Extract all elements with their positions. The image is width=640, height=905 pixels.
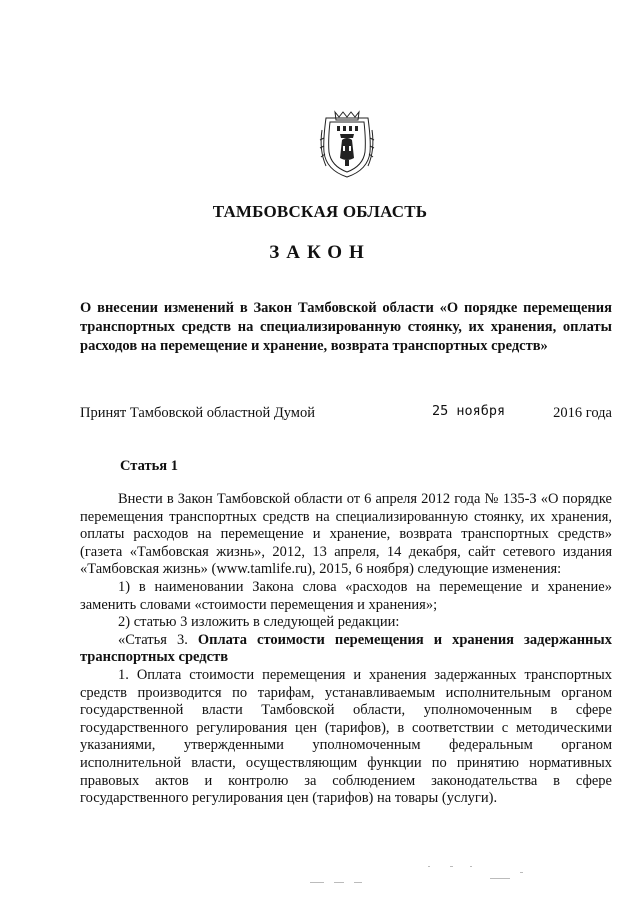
adopted-date: 25 ноября [432,403,506,419]
region-title: ТАМБОВСКАЯ ОБЛАСТЬ [212,202,428,221]
adopted-year: 2016 года [553,405,612,421]
article-heading: Статья 1 [120,458,178,474]
quoted-article-prefix: «Статья 3. [118,631,188,648]
quoted-article-heading [80,632,612,667]
quoted-paragraph: 1. Оплата стоимости перемещения и хранения задержанных транспортных средств производится по тарифам, устанавливаемым исполнительным органом государственной власти Тамбовской области, уполномоченным в сфере государственного регулирования цен (тарифов), в соответствии с методическими указаниями, утвержденными уполномоченным федеральным органом исполнительной власти, осуществляющим функции по принятию нормативных правовых актов и контролю за соблюдением законодательства в сфере государственного регулирования цен (тарифов) на товары (услуги). [80,666,612,807]
adoption-line [80,405,612,425]
law-subject: О внесении изменений в Закон Тамбовской области «О порядке перемещения транспортных средств на специализированную стоянку, их хранения, оплаты расходов на перемещение и хранение, возврата транспортных средств» [80,300,612,354]
article-body [80,491,612,808]
law-title: ЗАКОН [269,242,371,263]
paragraph: 2) статью 3 изложить в следующей редакции: [118,614,400,631]
quoted-article-title: Оплата стоимости перемещения и хранения задержанных транспортных средств [80,631,612,666]
scan-noise [300,860,560,890]
adopted-by: Принят Тамбовской областной Думой [80,405,315,421]
paragraph: 1) в наименовании Закона слова «расходов на перемещение и хранение» заменить словами «стоимости перемещения и хранения»; [80,578,612,613]
paragraph: Внести в Закон Тамбовской области от 6 апреля 2012 года № 135-З «О порядке перемещения транспортных средств на специализированную стоянку, их хранения, оплаты расходов на перемещение и хранение, возврата транспортных средств» (газета «Тамбовская жизнь», 2012, 13 апреля, 14 декабря, сайт сетевого издания «Тамбовская жизнь» (www.tamlife.ru), 2015, 6 ноября) следующие изменения: [80,491,612,578]
coat-of-arms-emblem-icon [318,110,376,180]
